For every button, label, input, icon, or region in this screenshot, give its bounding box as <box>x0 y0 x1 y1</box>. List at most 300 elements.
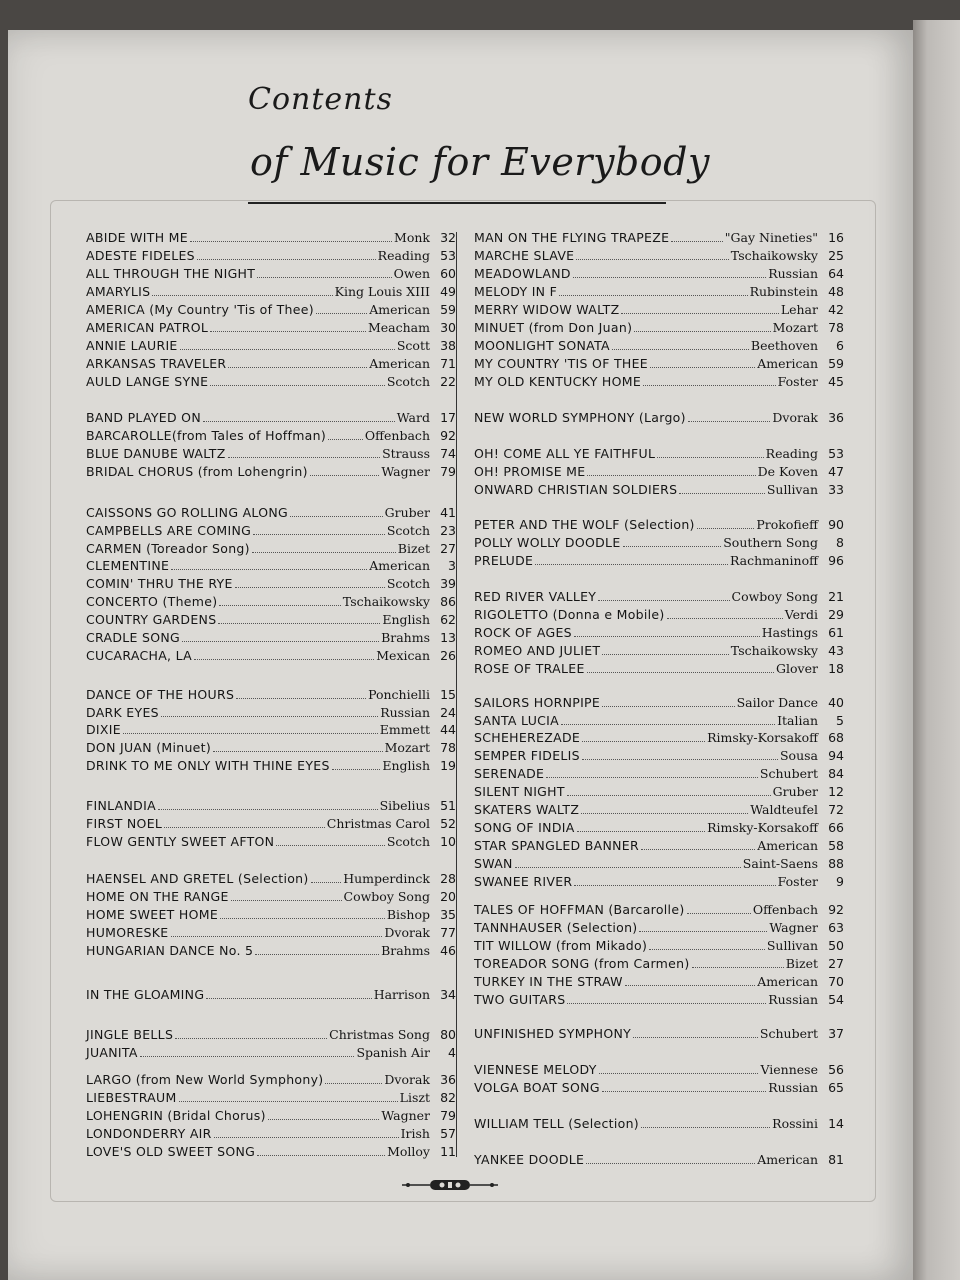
composer: Molloy <box>387 1144 430 1159</box>
dot-leader <box>180 349 395 350</box>
song-title: BRIDAL CHORUS (from Lohengrin) <box>86 464 308 479</box>
dot-leader <box>214 1137 399 1138</box>
dot-leader <box>650 367 755 368</box>
dot-leader <box>633 1037 758 1038</box>
composer: Beethoven <box>750 338 818 353</box>
page-number: 51 <box>440 798 456 813</box>
page-number: 41 <box>440 505 456 520</box>
page-number: 63 <box>828 920 844 935</box>
page-number: 48 <box>828 284 844 299</box>
song-title: JUANITA <box>86 1045 138 1060</box>
dot-leader <box>602 654 728 655</box>
composer: American <box>757 838 818 853</box>
composer: Rubinstein <box>749 284 818 299</box>
song-title: SONG OF INDIA <box>474 820 575 835</box>
page-number: 57 <box>440 1126 456 1141</box>
song-title: TWO GUITARS <box>474 992 566 1007</box>
contents-entry <box>474 356 844 374</box>
contents-entry <box>86 338 456 356</box>
dot-leader <box>586 1163 755 1164</box>
page-number: 12 <box>828 784 844 799</box>
contents-entry <box>474 643 844 661</box>
contents-entry <box>474 607 844 625</box>
contents-entry <box>474 1116 844 1134</box>
composer: Sullivan <box>766 938 818 953</box>
dot-leader <box>649 949 765 950</box>
page-number: 84 <box>828 766 844 781</box>
page-number: 24 <box>440 705 456 720</box>
contents-entry <box>86 740 456 758</box>
dot-leader <box>194 659 374 660</box>
song-title: CARMEN (Toreador Song) <box>86 541 250 556</box>
song-title: MINUET (from Don Juan) <box>474 320 633 335</box>
song-title: NEW WORLD SYMPHONY (Largo) <box>474 410 686 425</box>
page-number: 42 <box>828 302 844 317</box>
contents-entry <box>474 874 844 892</box>
dot-leader <box>219 605 340 606</box>
page-number: 53 <box>440 248 456 263</box>
page-number: 88 <box>828 856 844 871</box>
contents-entry <box>474 1080 844 1098</box>
contents-entry <box>474 248 844 266</box>
song-title: AMARYLIS <box>86 284 151 299</box>
page-number: 82 <box>440 1090 456 1105</box>
dot-leader <box>332 769 381 770</box>
dot-leader <box>599 1073 759 1074</box>
song-title: JINGLE BELLS <box>86 1027 174 1042</box>
page-number: 5 <box>836 713 844 728</box>
dot-leader <box>515 867 741 868</box>
dot-leader <box>220 918 385 919</box>
dot-leader <box>182 641 379 642</box>
page-number: 52 <box>440 816 456 831</box>
composer: Dvorak <box>772 410 818 425</box>
page-number: 23 <box>440 523 456 538</box>
composer: Russian <box>768 1080 818 1095</box>
contents-entry <box>86 266 456 284</box>
contents-entry <box>474 992 844 1010</box>
page-number: 49 <box>440 284 456 299</box>
contents-entry <box>474 748 844 766</box>
dot-leader <box>582 759 778 760</box>
dot-leader <box>602 706 734 707</box>
contents-entry <box>474 802 844 820</box>
contents-entry <box>86 687 456 705</box>
dot-leader <box>574 636 760 637</box>
page-number: 4 <box>448 1045 456 1060</box>
contents-entry <box>474 230 844 248</box>
contents-entry <box>474 838 844 856</box>
composer: Liszt <box>399 1090 430 1105</box>
composer: Glover <box>776 661 818 676</box>
composer: Brahms <box>381 943 430 958</box>
dot-leader <box>276 845 385 846</box>
song-title: PETER AND THE WOLF (Selection) <box>474 517 695 532</box>
contents-entry <box>474 374 844 392</box>
composer: Harrison <box>373 987 430 1002</box>
composer: Gruber <box>772 784 818 799</box>
contents-entry <box>86 284 456 302</box>
contents-entry <box>86 1090 456 1108</box>
dot-leader <box>587 475 755 476</box>
composer: Meacham <box>367 320 430 335</box>
song-title: CUCARACHA, LA <box>86 648 192 663</box>
composer: Spanish Air <box>356 1045 430 1060</box>
composer: English <box>382 612 430 627</box>
song-title: IN THE GLOAMING <box>86 987 205 1002</box>
composer: Hastings <box>761 625 818 640</box>
contents-entry <box>86 1108 456 1126</box>
contents-entry <box>474 902 844 920</box>
page-number: 21 <box>828 589 844 604</box>
contents-entry <box>474 266 844 284</box>
dot-leader <box>697 528 755 529</box>
page-number: 47 <box>828 464 844 479</box>
song-title: ROSE OF TRALEE <box>474 661 585 676</box>
song-title: SCHEHEREZADE <box>474 730 581 745</box>
composer: Schubert <box>759 766 818 781</box>
song-title: TANNHAUSER (Selection) <box>474 920 638 935</box>
contents-entry <box>86 871 456 889</box>
dot-leader <box>688 421 771 422</box>
contents-entry <box>474 956 844 974</box>
contents-entry <box>474 695 844 713</box>
contents-entry <box>86 446 456 464</box>
page-number: 60 <box>440 266 456 281</box>
composer: Foster <box>777 874 818 889</box>
page-number: 46 <box>440 943 456 958</box>
contents-entry <box>86 816 456 834</box>
song-title: HUNGARIAN DANCE No. 5 <box>86 943 254 958</box>
dot-leader <box>213 751 383 752</box>
page-number: 77 <box>440 925 456 940</box>
dot-leader <box>561 724 775 725</box>
composer: Sailor Dance <box>736 695 818 710</box>
contents-entry <box>474 320 844 338</box>
page-number: 59 <box>440 302 456 317</box>
song-title: WILLIAM TELL (Selection) <box>474 1116 639 1131</box>
song-title: HAENSEL AND GRETEL (Selection) <box>86 871 309 886</box>
dot-leader <box>210 331 366 332</box>
contents-entry <box>86 630 456 648</box>
page-number: 68 <box>828 730 844 745</box>
dot-leader <box>255 954 379 955</box>
contents-entry <box>86 1144 456 1162</box>
dot-leader <box>236 698 366 699</box>
page-number: 80 <box>440 1027 456 1042</box>
composer: Italian <box>777 713 818 728</box>
composer: Saint-Saens <box>742 856 818 871</box>
contents-entry <box>86 798 456 816</box>
dot-leader <box>140 1056 355 1057</box>
song-title: ABIDE WITH ME <box>86 230 188 245</box>
page-number: 36 <box>440 1072 456 1087</box>
contents-entry <box>86 302 456 320</box>
contents-entry <box>86 925 456 943</box>
page-number: 78 <box>828 320 844 335</box>
page-number: 71 <box>440 356 456 371</box>
dot-leader <box>231 900 342 901</box>
dot-leader <box>325 1083 382 1084</box>
dot-leader <box>228 457 380 458</box>
dot-leader <box>171 569 367 570</box>
contents-entry <box>86 722 456 740</box>
composer: Russian <box>380 705 430 720</box>
composer: Prokofieff <box>756 517 818 532</box>
page-number: 56 <box>828 1062 844 1077</box>
composer: Russian <box>768 266 818 281</box>
contents-entry <box>474 784 844 802</box>
composer: Strauss <box>382 446 430 461</box>
dot-leader <box>253 534 385 535</box>
dot-leader <box>643 385 776 386</box>
page-number: 81 <box>828 1152 844 1167</box>
dot-leader <box>311 882 342 883</box>
page-number: 8 <box>836 535 844 550</box>
page-number: 30 <box>440 320 456 335</box>
dot-leader <box>623 546 722 547</box>
song-title: MAN ON THE FLYING TRAPEZE <box>474 230 670 245</box>
composer: American <box>757 1152 818 1167</box>
contents-entry <box>474 713 844 731</box>
composer: American <box>757 974 818 989</box>
dot-leader <box>268 1119 380 1120</box>
contents-entry <box>86 1027 456 1045</box>
contents-entry <box>474 517 844 535</box>
composer: Sousa <box>779 748 818 763</box>
song-title: CRADLE SONG <box>86 630 181 645</box>
dot-leader <box>161 716 378 717</box>
song-title: SKATERS WALTZ <box>474 802 580 817</box>
dot-leader <box>190 241 392 242</box>
page-number: 78 <box>440 740 456 755</box>
composer: Schubert <box>759 1026 818 1041</box>
contents-entry <box>86 612 456 630</box>
contents-entry <box>86 758 456 776</box>
contents-entry <box>86 1126 456 1144</box>
contents-entry <box>86 576 456 594</box>
page-number: 66 <box>828 820 844 835</box>
song-title: UNFINISHED SYMPHONY <box>474 1026 632 1041</box>
song-title: BARCAROLLE(from Tales of Hoffman) <box>86 428 327 443</box>
dot-leader <box>257 277 391 278</box>
contents-entry <box>474 482 844 500</box>
song-title: CAISSONS GO ROLLING ALONG <box>86 505 289 520</box>
composer: King Louis XIII <box>334 284 430 299</box>
dot-leader <box>316 313 367 314</box>
dot-leader <box>290 516 383 517</box>
contents-entry <box>474 938 844 956</box>
contents-entry <box>474 661 844 679</box>
song-title: FLOW GENTLY SWEET AFTON <box>86 834 275 849</box>
song-title: BLUE DANUBE WALTZ <box>86 446 226 461</box>
song-title: AULD LANGE SYNE <box>86 374 209 389</box>
dot-leader <box>152 295 332 296</box>
contents-entry <box>474 920 844 938</box>
song-title: LONDONDERRY AIR <box>86 1126 212 1141</box>
contents-entry <box>86 464 456 482</box>
song-title: MY COUNTRY 'TIS OF THEE <box>474 356 648 371</box>
contents-entry <box>86 705 456 723</box>
dot-leader <box>657 457 763 458</box>
song-title: LARGO (from New World Symphony) <box>86 1072 324 1087</box>
dot-leader <box>235 587 385 588</box>
dot-leader <box>218 623 380 624</box>
page-number: 92 <box>440 428 456 443</box>
contents-entry <box>474 410 844 428</box>
contents-entry <box>474 553 844 571</box>
song-title: MOONLIGHT SONATA <box>474 338 610 353</box>
page-number: 62 <box>440 612 456 627</box>
page-number: 79 <box>440 464 456 479</box>
composer: Southern Song <box>723 535 818 550</box>
contents-entry <box>86 374 456 392</box>
contents-entry <box>86 230 456 248</box>
song-title: DARK EYES <box>86 705 159 720</box>
page-number: 11 <box>440 1144 456 1159</box>
composer: Emmett <box>379 722 430 737</box>
song-title: DON JUAN (Minuet) <box>86 740 212 755</box>
contents-entry <box>86 320 456 338</box>
composer: Scotch <box>386 834 430 849</box>
song-title: PRELUDE <box>474 553 534 568</box>
composer: Viennese <box>760 1062 818 1077</box>
dot-leader <box>252 552 396 553</box>
song-title: TALES OF HOFFMAN (Barcarolle) <box>474 902 685 917</box>
page-number: 13 <box>440 630 456 645</box>
page-number: 74 <box>440 446 456 461</box>
dot-leader <box>687 913 751 914</box>
dot-leader <box>692 967 784 968</box>
song-title: HOME ON THE RANGE <box>86 889 229 904</box>
song-title: ONWARD CHRISTIAN SOLDIERS <box>474 482 678 497</box>
dot-leader <box>581 813 748 814</box>
page-number: 9 <box>836 874 844 889</box>
song-title: VIENNESE MELODY <box>474 1062 597 1077</box>
dot-leader <box>641 849 755 850</box>
page-number: 36 <box>828 410 844 425</box>
composer: Christmas Carol <box>326 816 430 831</box>
song-title: OH! PROMISE ME <box>474 464 586 479</box>
page-number: 64 <box>828 266 844 281</box>
dot-leader <box>577 831 706 832</box>
contents-entry <box>86 558 456 576</box>
dot-leader <box>574 885 775 886</box>
song-title: FINLANDIA <box>86 798 156 813</box>
page-number: 90 <box>828 517 844 532</box>
song-title: DIXIE <box>86 722 121 737</box>
song-title: SERENADE <box>474 766 545 781</box>
composer: Sullivan <box>766 482 818 497</box>
contents-entry <box>86 1072 456 1090</box>
contents-entry <box>86 248 456 266</box>
page-number: 15 <box>440 687 456 702</box>
dot-leader <box>576 259 728 260</box>
page-number: 19 <box>440 758 456 773</box>
song-title: TOREADOR SONG (from Carmen) <box>474 956 690 971</box>
composer: Cowboy Song <box>731 589 818 604</box>
contents-entry <box>86 907 456 925</box>
dot-leader <box>602 1091 766 1092</box>
contents-entry <box>86 1045 456 1063</box>
page-number: 10 <box>440 834 456 849</box>
composer: Offenbach <box>364 428 430 443</box>
contents-entry <box>474 974 844 992</box>
dot-leader <box>328 439 363 440</box>
composer: Rimsky-Korsakoff <box>707 730 818 745</box>
page-number: 27 <box>828 956 844 971</box>
composer: Tschaikowsky <box>730 248 818 263</box>
song-title: SWAN <box>474 856 513 871</box>
page-title-subtitle: of Music for Everybody <box>250 140 710 184</box>
contents-entry <box>474 535 844 553</box>
dot-leader <box>567 1003 766 1004</box>
dot-leader <box>598 600 729 601</box>
contents-entry <box>86 943 456 961</box>
contents-entry <box>86 889 456 907</box>
page-number: 25 <box>828 248 844 263</box>
composer: Rossini <box>772 1116 818 1131</box>
composer: Dvorak <box>384 1072 430 1087</box>
page-number: 45 <box>828 374 844 389</box>
page-number: 28 <box>440 871 456 886</box>
page-number: 96 <box>828 553 844 568</box>
dot-leader <box>257 1155 385 1156</box>
song-title: LIEBESTRAUM <box>86 1090 177 1105</box>
page-number: 79 <box>440 1108 456 1123</box>
page-number: 86 <box>440 594 456 609</box>
composer: Bizet <box>397 541 430 556</box>
song-title: ROMEO AND JULIET <box>474 643 601 658</box>
song-title: TIT WILLOW (from Mikado) <box>474 938 648 953</box>
page-number: 44 <box>440 722 456 737</box>
dot-leader <box>158 809 378 810</box>
dot-leader <box>179 1101 398 1102</box>
dot-leader <box>641 1127 770 1128</box>
composer: American <box>369 356 430 371</box>
contents-entry <box>474 284 844 302</box>
page-number: 50 <box>828 938 844 953</box>
song-title: DRINK TO ME ONLY WITH THINE EYES <box>86 758 330 773</box>
song-title: SWANEE RIVER <box>474 874 573 889</box>
song-title: SILENT NIGHT <box>474 784 565 799</box>
page-number: 17 <box>440 410 456 425</box>
composer: Scotch <box>386 523 430 538</box>
contents-entry <box>86 987 456 1005</box>
contents-entry <box>474 302 844 320</box>
contents-entry <box>86 428 456 446</box>
contents-entry <box>474 589 844 607</box>
composer: Bishop <box>386 907 430 922</box>
contents-entry <box>474 464 844 482</box>
page-number: 16 <box>828 230 844 245</box>
contents-entry <box>86 648 456 666</box>
composer: Mozart <box>772 320 818 335</box>
song-title: SEMPER FIDELIS <box>474 748 580 763</box>
contents-entry <box>86 594 456 612</box>
composer: Wagner <box>381 464 430 479</box>
composer: American <box>369 302 430 317</box>
song-title: MEADOWLAND <box>474 266 571 281</box>
song-title: DANCE OF THE HOURS <box>86 687 235 702</box>
composer: Wagner <box>769 920 818 935</box>
composer: De Koven <box>757 464 818 479</box>
composer: Wagner <box>381 1108 430 1123</box>
contents-entry <box>474 820 844 838</box>
composer: American <box>757 356 818 371</box>
composer: Owen <box>393 266 430 281</box>
composer: Offenbach <box>752 902 818 917</box>
